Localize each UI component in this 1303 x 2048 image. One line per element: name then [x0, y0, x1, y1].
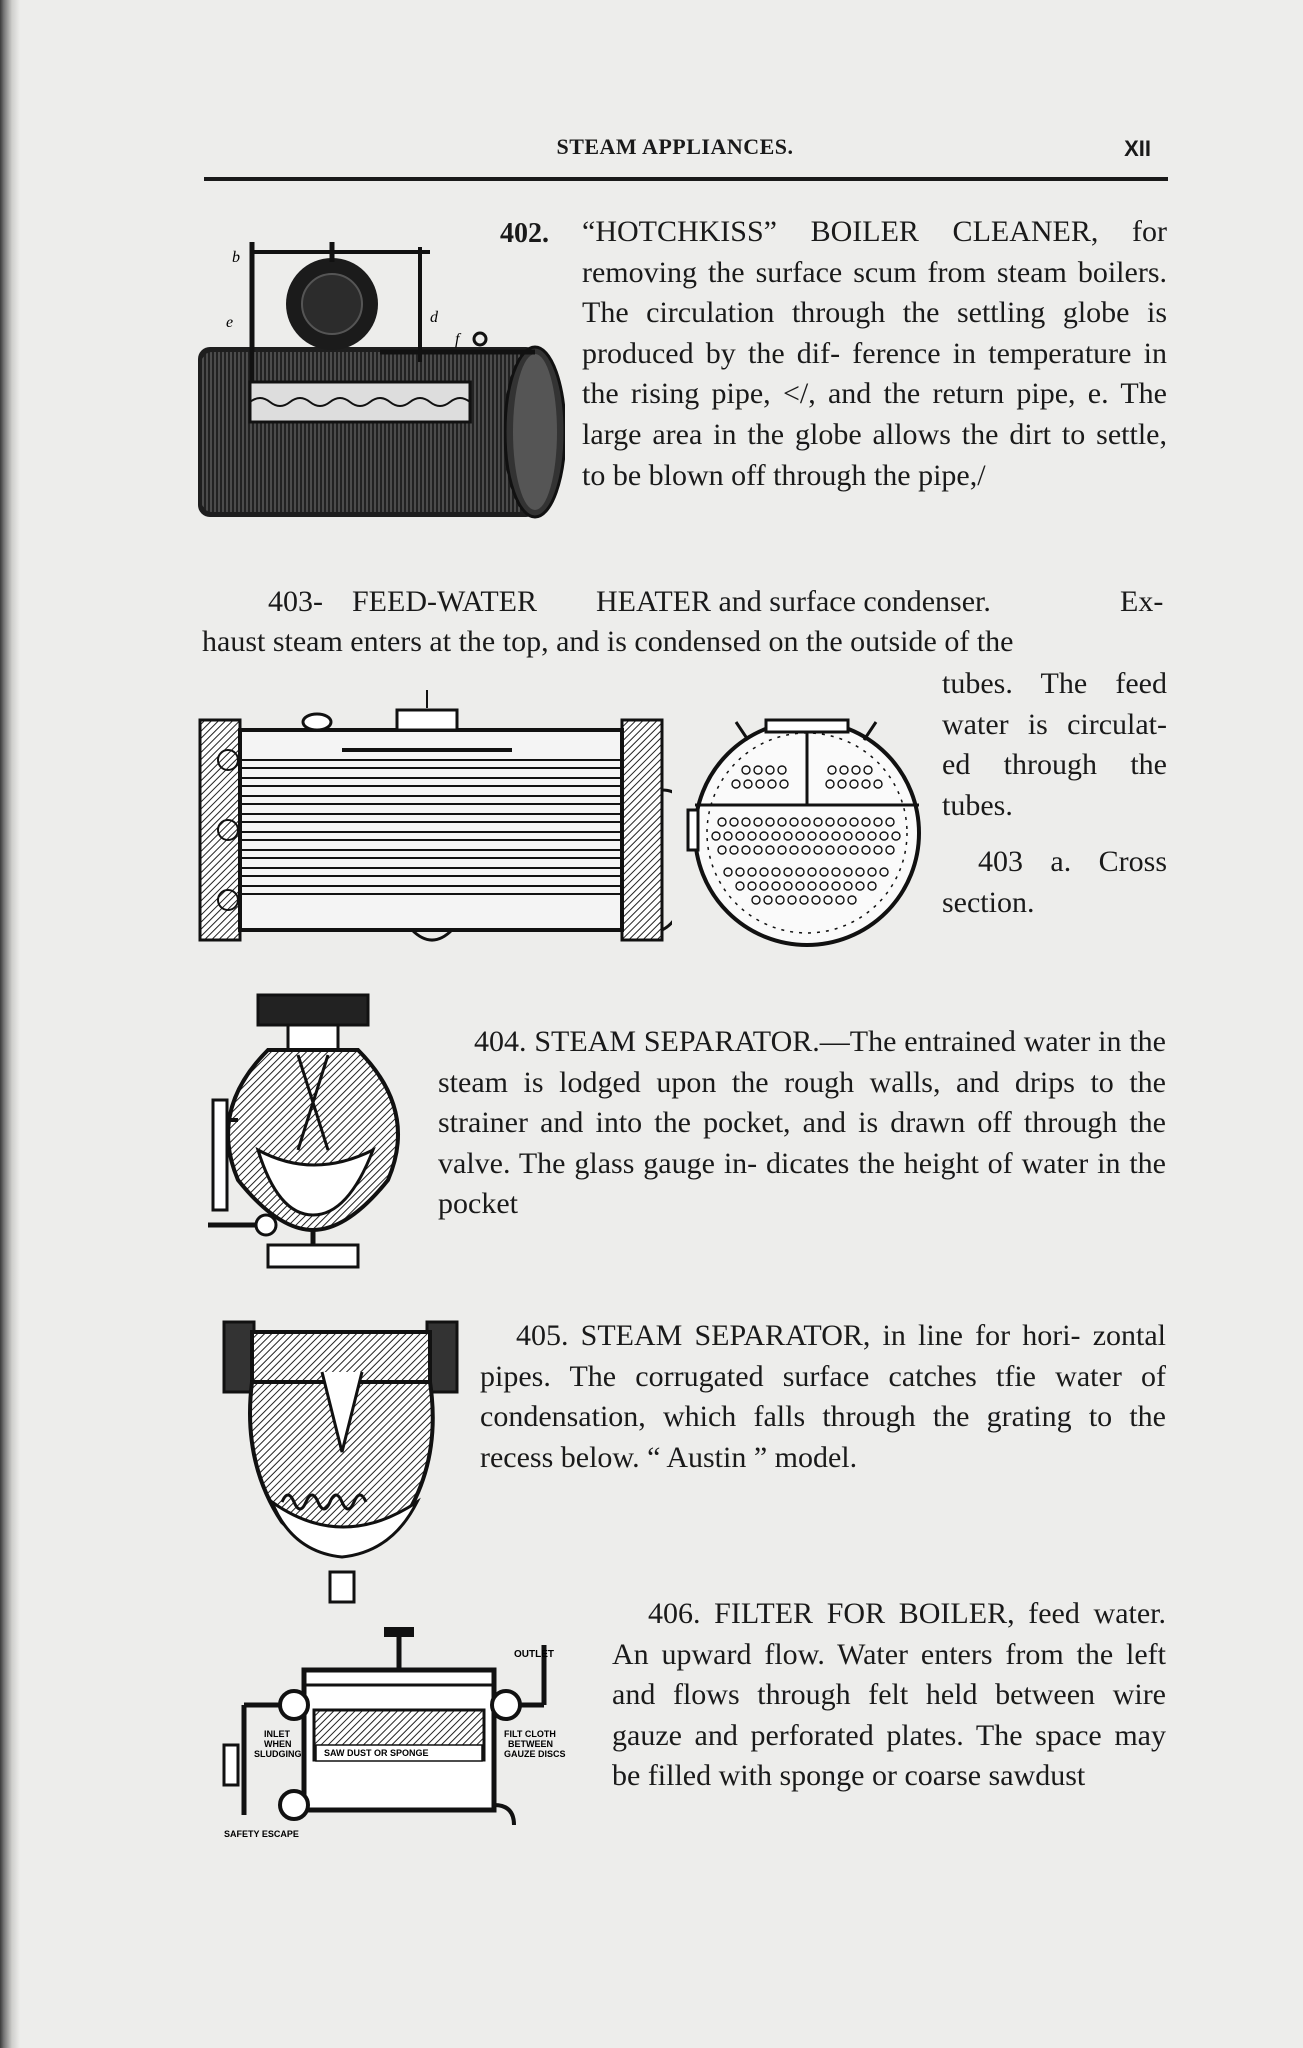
- figure-403-feed-water-heater: [192, 690, 672, 960]
- entry-number-402: 402.: [500, 218, 549, 249]
- entry-403-line2: haust steam enters at the top, and is condensed on the outside of the: [202, 625, 1014, 658]
- entry-403-subtitle: HEATER and surface condenser.: [596, 585, 991, 618]
- label-safety-escape: SAFETY ESCAPE: [224, 1829, 299, 1839]
- label-felt-cloth: FILT CLOTH: [504, 1729, 556, 1739]
- label-sludging: SLUDGING: [254, 1749, 302, 1759]
- entry-404-text: 404. STEAM SEPARATOR.—The entrained water in the steam is lodged upon the rough walls, and drips to the strainer and into the pocket, and is drawn off through the valve. The glass gauge in- dicates the height of water in the pocket: [438, 1025, 1166, 1221]
- label-d: d: [430, 309, 438, 326]
- entry-405-text: 405. STEAM SEPARATOR, in line for hori- zontal pipes. The corrugated surface catches tfie water of condensation, which falls through the grating to the recess below. “ Austin ” model.: [480, 1319, 1166, 1474]
- page-number: XII: [1124, 136, 1151, 161]
- entry-402-text: “HOTCHKISS” BOILER CLEANER, for removing the surface scum from steam boilers. The circulation through the settling globe is produced by the dif- ference in temperature in the rising pipe, </, and the return pipe, e. The large area in the globe allows the dirt to settle, to be blown off through the pipe,/: [582, 215, 1167, 492]
- label-outlet: OUTLET: [514, 1649, 554, 1660]
- entry-403a-caption: 403 a. Cross section.: [942, 845, 1167, 919]
- header-rule: [204, 177, 1168, 181]
- figure-403a-cross-section: [676, 700, 938, 962]
- figure-404-steam-separator: [198, 990, 428, 1280]
- figure-406-boiler-filter: [214, 1625, 574, 1845]
- entry-403-hyphen: Ex-: [1120, 585, 1164, 618]
- entry-403-side-text: tubes. The feed water is circulat- ed through the tubes.: [942, 667, 1167, 822]
- figure-402-hotchkiss-boiler-cleaner: [190, 232, 565, 527]
- label-f: f: [455, 331, 460, 348]
- label-between: BETWEEN: [508, 1739, 553, 1749]
- label-sawdust: SAW DUST OR SPONGE: [324, 1748, 429, 1758]
- label-b: b: [232, 249, 240, 266]
- label-e: e: [226, 314, 234, 331]
- figure-405-steam-separator-horizontal: [222, 1312, 462, 1612]
- entry-number-403: 403-: [268, 585, 323, 618]
- running-header: STEAM APPLIANCES.: [556, 134, 794, 159]
- label-when: WHEN: [264, 1739, 292, 1749]
- entry-406-text: 406. FILTER FOR BOILER, feed water. An upward flow. Water enters from the left and flows through felt held between wire gauze and perforated plates. The space may be filled with sponge or coarse sawdust: [612, 1597, 1166, 1793]
- entry-403-title: FEED-WATER: [352, 585, 537, 618]
- label-gauze-discs: GAUZE DISCS: [504, 1749, 566, 1759]
- label-inlet: INLET: [264, 1729, 290, 1739]
- book-binding-edge: [0, 0, 20, 2048]
